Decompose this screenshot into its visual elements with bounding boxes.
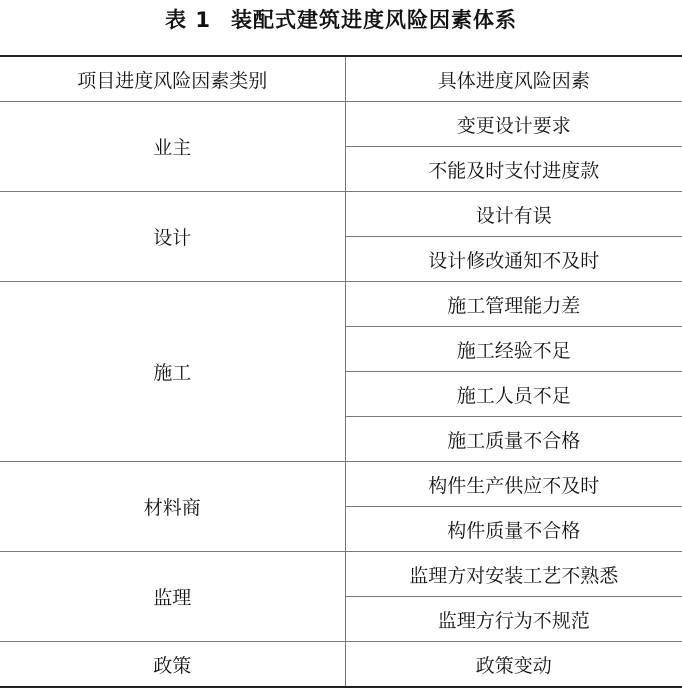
category-cell-policy: 政策 xyxy=(0,642,345,688)
category-cell-construction: 施工 xyxy=(0,282,345,462)
table-number: 表 1 xyxy=(165,8,211,32)
factor-cell: 变更设计要求 xyxy=(345,102,682,147)
factor-cell: 设计修改通知不及时 xyxy=(345,237,682,282)
factor-column-header: 具体进度风险因素 xyxy=(345,56,682,102)
table-row xyxy=(0,102,682,147)
factor-cell: 政策变动 xyxy=(345,642,682,688)
table-row xyxy=(0,642,682,688)
category-column-header: 项目进度风险因素类别 xyxy=(0,56,345,102)
header-row xyxy=(0,56,682,102)
factor-cell: 设计有误 xyxy=(345,192,682,237)
category-cell-design: 设计 xyxy=(0,192,345,282)
table-row xyxy=(0,282,682,327)
factor-cell: 构件质量不合格 xyxy=(345,507,682,552)
factor-cell: 不能及时支付进度款 xyxy=(345,147,682,192)
table-title: 装配式建筑进度风险因素体系 xyxy=(230,8,517,32)
category-cell-supplier: 材料商 xyxy=(0,462,345,552)
category-cell-supervision: 监理 xyxy=(0,552,345,642)
table-row xyxy=(0,462,682,507)
factor-cell: 施工人员不足 xyxy=(345,372,682,417)
factor-cell: 施工管理能力差 xyxy=(345,282,682,327)
factor-cell: 监理方行为不规范 xyxy=(345,597,682,642)
factor-cell: 施工经验不足 xyxy=(345,327,682,372)
factor-cell: 施工质量不合格 xyxy=(345,417,682,462)
table-row xyxy=(0,552,682,597)
table-caption xyxy=(0,0,682,40)
factor-cell: 构件生产供应不及时 xyxy=(345,462,682,507)
table-row xyxy=(0,192,682,237)
risk-factor-table xyxy=(0,55,682,688)
factor-cell: 监理方对安装工艺不熟悉 xyxy=(345,552,682,597)
category-cell-owner: 业主 xyxy=(0,102,345,192)
